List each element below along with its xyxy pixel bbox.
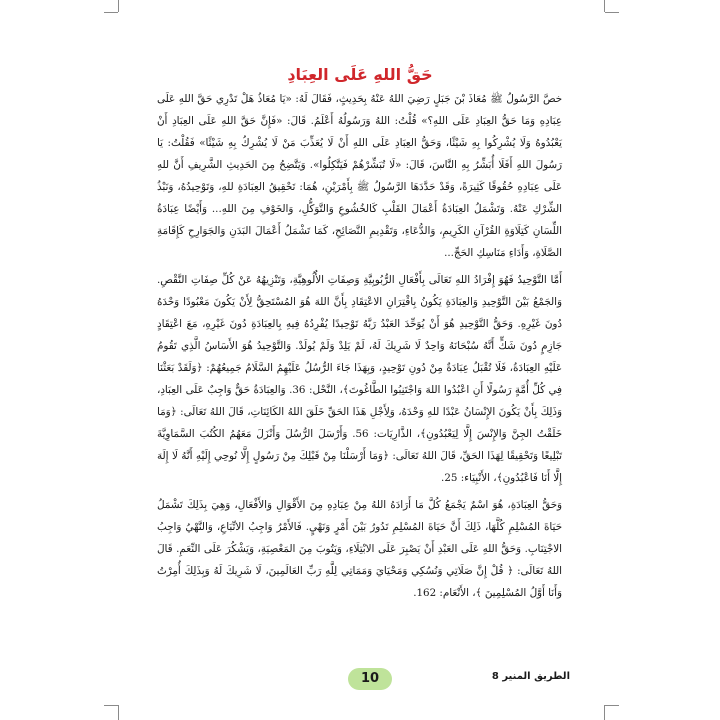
book-title: الطريق المنير 8 xyxy=(491,671,570,682)
paragraph-worship: وَحَقُّ العِبَادَةِ، هُوَ اسْمٌ يَجْمَعُ كُلَّ مَا أَرَادَهُ اللهُ مِنْ عِبَادِهِ مِنَ الأَقْوَالِ وَالأَفْعَالِ، وَهِيَ بِذَلِكَ تَشْمَلُ حَيَاةَ المُسْلِمِ كُلَّهَا، ذَلِكَ أَنَّ حَيَاةَ المُسْلِمِ تَدُورُ بَيْنَ أَمْرٍ وَنَهْيٍ. فَالأَمْرُ وَاجِبُ الاتِّبَاعِ، وَالنَّهْيُ وَاجِبُ الاجْتِنَابِ. وَحَقُّ اللهِ عَلَى العَبْدِ أَنْ يَصْبِرَ عَلَى الابْتِلَاءِ، وَيَتُوبَ مِنَ المَعْصِيَةِ، وَيَشْكُرَ عَلَى النِّعَمِ. قَالَ اللهُ تَعَالَى: ﴿ قُلْ إِنَّ صَلَاتِي وَنُسُكِي وَمَحْيَايَ وَمَمَاتِي لِلَّهِ رَبِّ العَالَمِينَ، لَا شَرِيكَ لَهُ وَبِذَلِكَ أُمِرْتُ وَأَنَا أَوَّلُ المُسْلِمِينَ ﴾، الأَنْعَام: 162. xyxy=(157,499,562,599)
crop-mark xyxy=(118,0,119,12)
crop-mark xyxy=(604,0,605,12)
article-body xyxy=(157,88,562,604)
paragraph-tawheed: أَمَّا التَّوْحِيدُ فَهُوَ إِفْرَادُ اللهِ تَعَالَى بِأَفْعَالِ الرُّبُوبِيَّةِ وَصِفَاتِ الأُلُوهِيَّةِ، وَتَنْزِيهُهُ عَنْ كُلِّ صِفَاتِ النَّقْصِ. وَالجَمْعُ بَيْنَ التَّوْحِيدِ وَالعِبَادَةِ يَكُونُ بِاقْتِرَانِ الاعْتِقَادِ بِأَنَّ اللهَ هُوَ المُسْتَحِقُّ لِأَنْ يَكُونَ مَعْبُودًا وَحْدَهُ دُونَ غَيْرِهِ. وَحَقُّ التَّوْحِيدِ هُوَ أَنْ يُوَحِّدَ العَبْدُ رَبَّهُ تَوْحِيدًا يُفْرِدُهُ فِيهِ بِالعِبَادَةِ دُونَ غَيْرِهِ، مَعَ اعْتِقَادٍ جَازِمٍ دُونَ شَكٍّ أَنَّهُ سُبْحَانَهُ وَاحِدٌ لَا شَرِيكَ لَهُ، لَمْ يَلِدْ وَلَمْ يُولَدْ. وَالتَّوْحِيدُ هُوَ الأَسَاسُ الَّذِي تَقُومُ عَلَيْهِ العِبَادَةُ، فَلَا تُقْبَلُ عِبَادَةٌ مِنْ دُونِ تَوْحِيدٍ، وَبِهَذَا جَاءَ الرُّسُلُ عَلَيْهِمُ السَّلَامُ جَمِيعُهُمْ: ﴿وَلَقَدْ بَعَثْنَا فِي كُلِّ أُمَّةٍ رَسُولًا أَنِ اعْبُدُوا اللهَ وَاجْتَنِبُوا الطَّاغُوتَ﴾، النَّحْل: 36. وَالعِبَادَةُ حَقٌّ وَاجِبٌ عَلَى العِبَادِ، وَذَلِكَ بِأَنْ يَكُونَ الإِنْسَانُ عَبْدًا للهِ وَحْدَهُ، وَلِأَجْلِ هَذَا الحَقِّ خَلَقَ اللهُ الكَائِنَاتِ، قَالَ اللهُ تَعَالَى: ﴿وَمَا خَلَقْتُ الجِنَّ وَالإِنْسَ إِلَّا لِيَعْبُدُونِ﴾، الذَّارِيَات: 56. وَأَرْسَلَ الرُّسُلَ وَأَنْزَلَ مَعَهُمُ الكُتُبَ السَّمَاوِيَّةَ تَبْلِيغًا وَتَحْقِيقًا لِهَذَا الحَقِّ، قَالَ اللهُ تَعَالَى: ﴿وَمَا أَرْسَلْنَا مِنْ قَبْلِكَ مِنْ رَسُولٍ إِلَّا نُوحِي إِلَيْهِ أَنَّهُ لَا إِلَهَ إِلَّا أَنَا فَاعْبُدُونِ﴾، الأَنْبِيَاء: 25. xyxy=(157,274,563,484)
crop-mark xyxy=(604,705,605,720)
page-footer xyxy=(150,668,570,692)
page-number: 10 xyxy=(348,668,392,690)
page-title: حَقُّ اللهِ عَلَى العِبَادِ xyxy=(287,64,433,84)
paragraph-hadith: خصَّ الرَّسُولُ ﷺ مُعَاذَ بْنَ جَبَلٍ رَضِيَ اللهُ عَنْهُ بِحَدِيثٍ، فَقَالَ لَهُ: «يَا مُعَاذُ هَلْ تَدْرِي حَقَّ اللهِ عَلَى عِبَادِهِ وَمَا حَقُّ العِبَادِ عَلَى اللهِ؟» قُلْتُ: اللهُ وَرَسُولُهُ أَعْلَمُ. قَالَ: «فَإِنَّ حَقَّ اللهِ عَلَى العِبَادِ أَنْ يَعْبُدُوهُ وَلَا يُشْرِكُوا بِهِ شَيْئًا، وَحَقُّ العِبَادِ عَلَى اللهِ أَنْ لَا يُعَذِّبَ مَنْ لَا يُشْرِكُ بِهِ شَيْئًا» فَقُلْتُ: يَا رَسُولَ اللهِ أَفَلَا أُبَشِّرُ بِهِ النَّاسَ، قَالَ: «لَا تُبَشِّرْهُمْ فَيَتَّكِلُوا». وَيَتَّضِحُ مِنَ الحَدِيثِ الشَّرِيفِ أَنَّ للهِ عَلَى عِبَادِهِ حُقُوقًا كَثِيرَةً، وَقَدْ حَدَّدَهَا الرَّسُولُ ﷺ بِأَمْرَيْنِ، هُمَا: تَحْقِيقُ العِبَادَةِ للهِ، وَتَوْحِيدُهُ، وَنَبْذُ الشِّرْكِ عَنْهُ. وَتَشْمَلُ العِبَادَةُ أَعْمَالَ القَلْبِ كَالخُشُوعِ وَالتَّوَكُّلِ، وَالخَوْفِ مِنَ اللهِ... وَأَيْضًا عِبَادَةُ اللِّسَانِ كَتِلَاوَةِ القُرْآنِ الكَرِيمِ، وَالدُّعَاءِ، وَتَقْدِيمِ النَّصَائِحِ، كَمَا تَشْمَلُ أَعْمَالَ البَدَنِ وَالجَوَارِحِ كَإِقَامَةِ الصَّلَاةِ، وَأَدَاءِ مَنَاسِكِ الحَجِّ... xyxy=(157,93,562,259)
crop-mark xyxy=(605,12,619,13)
crop-mark xyxy=(104,705,118,706)
crop-mark xyxy=(104,12,118,13)
crop-mark xyxy=(605,705,619,706)
crop-mark xyxy=(118,705,119,720)
